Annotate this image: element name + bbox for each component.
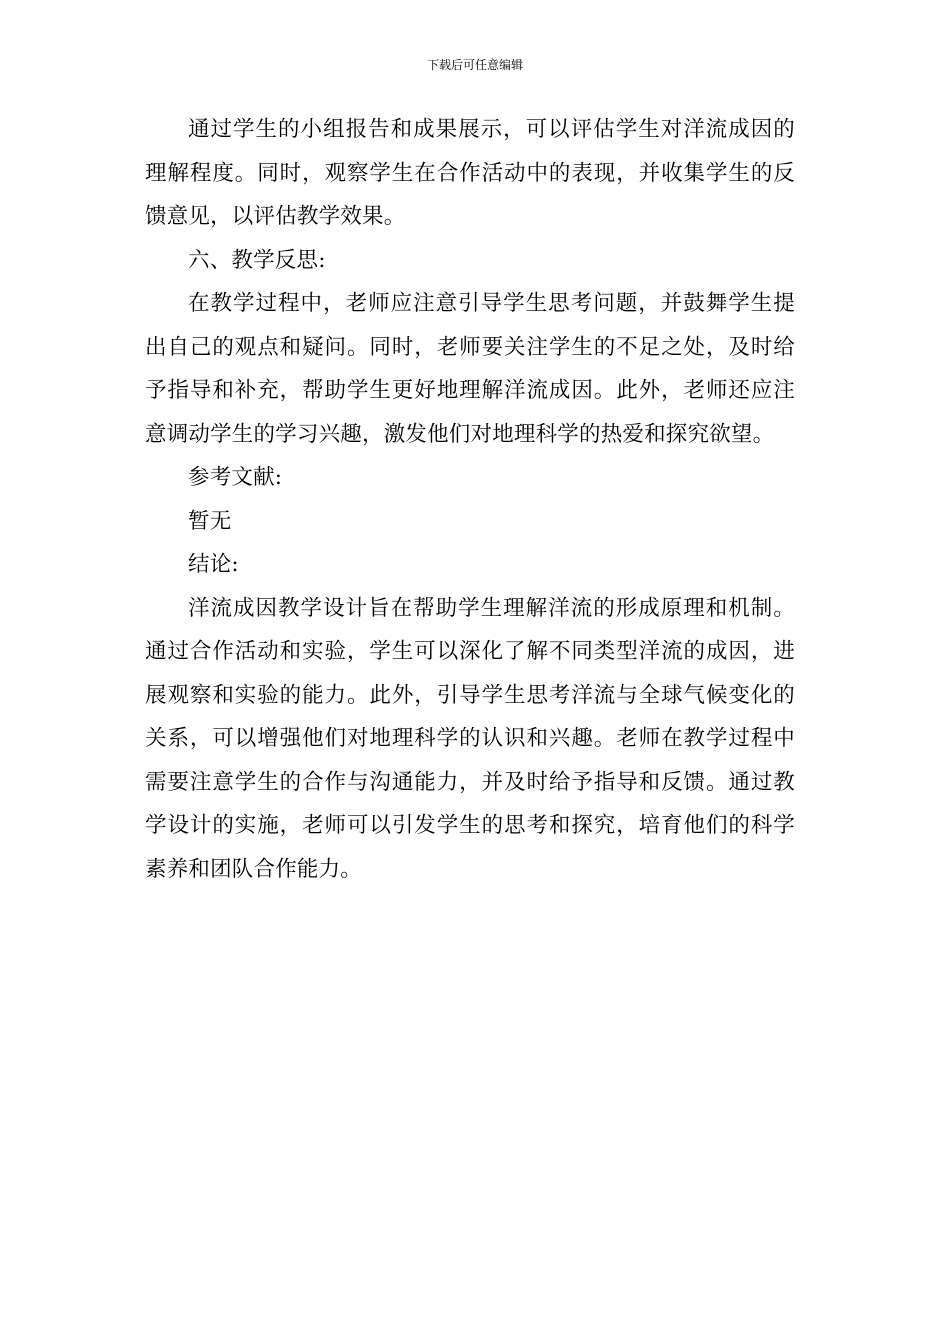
references-content: 暂无 [188,508,232,534]
conclusion-paragraph: 洋流成因教学设计旨在帮助学生理解洋流的形成原理和机制。通过合作活动和实验，学生可以深化了解不同类型洋流的成因，进展观察和实验的能力。此外，引导学生思考洋流与全球气候变化的关系，可以增强他们对地理科学的认识和兴趣。老师在教学过程中需要注意学生的合作与沟通能力，并及时给予指导和反馈。通过教学设计的实施，老师可以引发学生的思考和探究，培育他们的科学素养和团队合作能力。 [145,595,795,882]
section-heading-conclusion: 结论: [188,552,239,577]
evaluation-paragraph: 通过学生的小组报告和成果展示，可以评估学生对洋流成因的理解程度。同时，观察学生在合作活动中的表现，并收集学生的反馈意见，以评估教学效果。 [145,117,795,229]
document-body [145,108,795,891]
page-header: 下载后可任意编辑 [426,58,523,72]
reflection-paragraph: 在教学过程中，老师应注意引导学生思考问题，并鼓舞学生提出自己的观点和疑问。同时，老师要关注学生的不足之处，及时给予指导和补充，帮助学生更好地理解洋流成因。此外，老师还应注意调动学生的学习兴趣，激发他们对地理科学的热爱和探究欲望。 [145,291,795,447]
section-heading-reflection: 六、教学反思: [188,247,326,273]
section-heading-references: 参考文献: [188,465,283,490]
